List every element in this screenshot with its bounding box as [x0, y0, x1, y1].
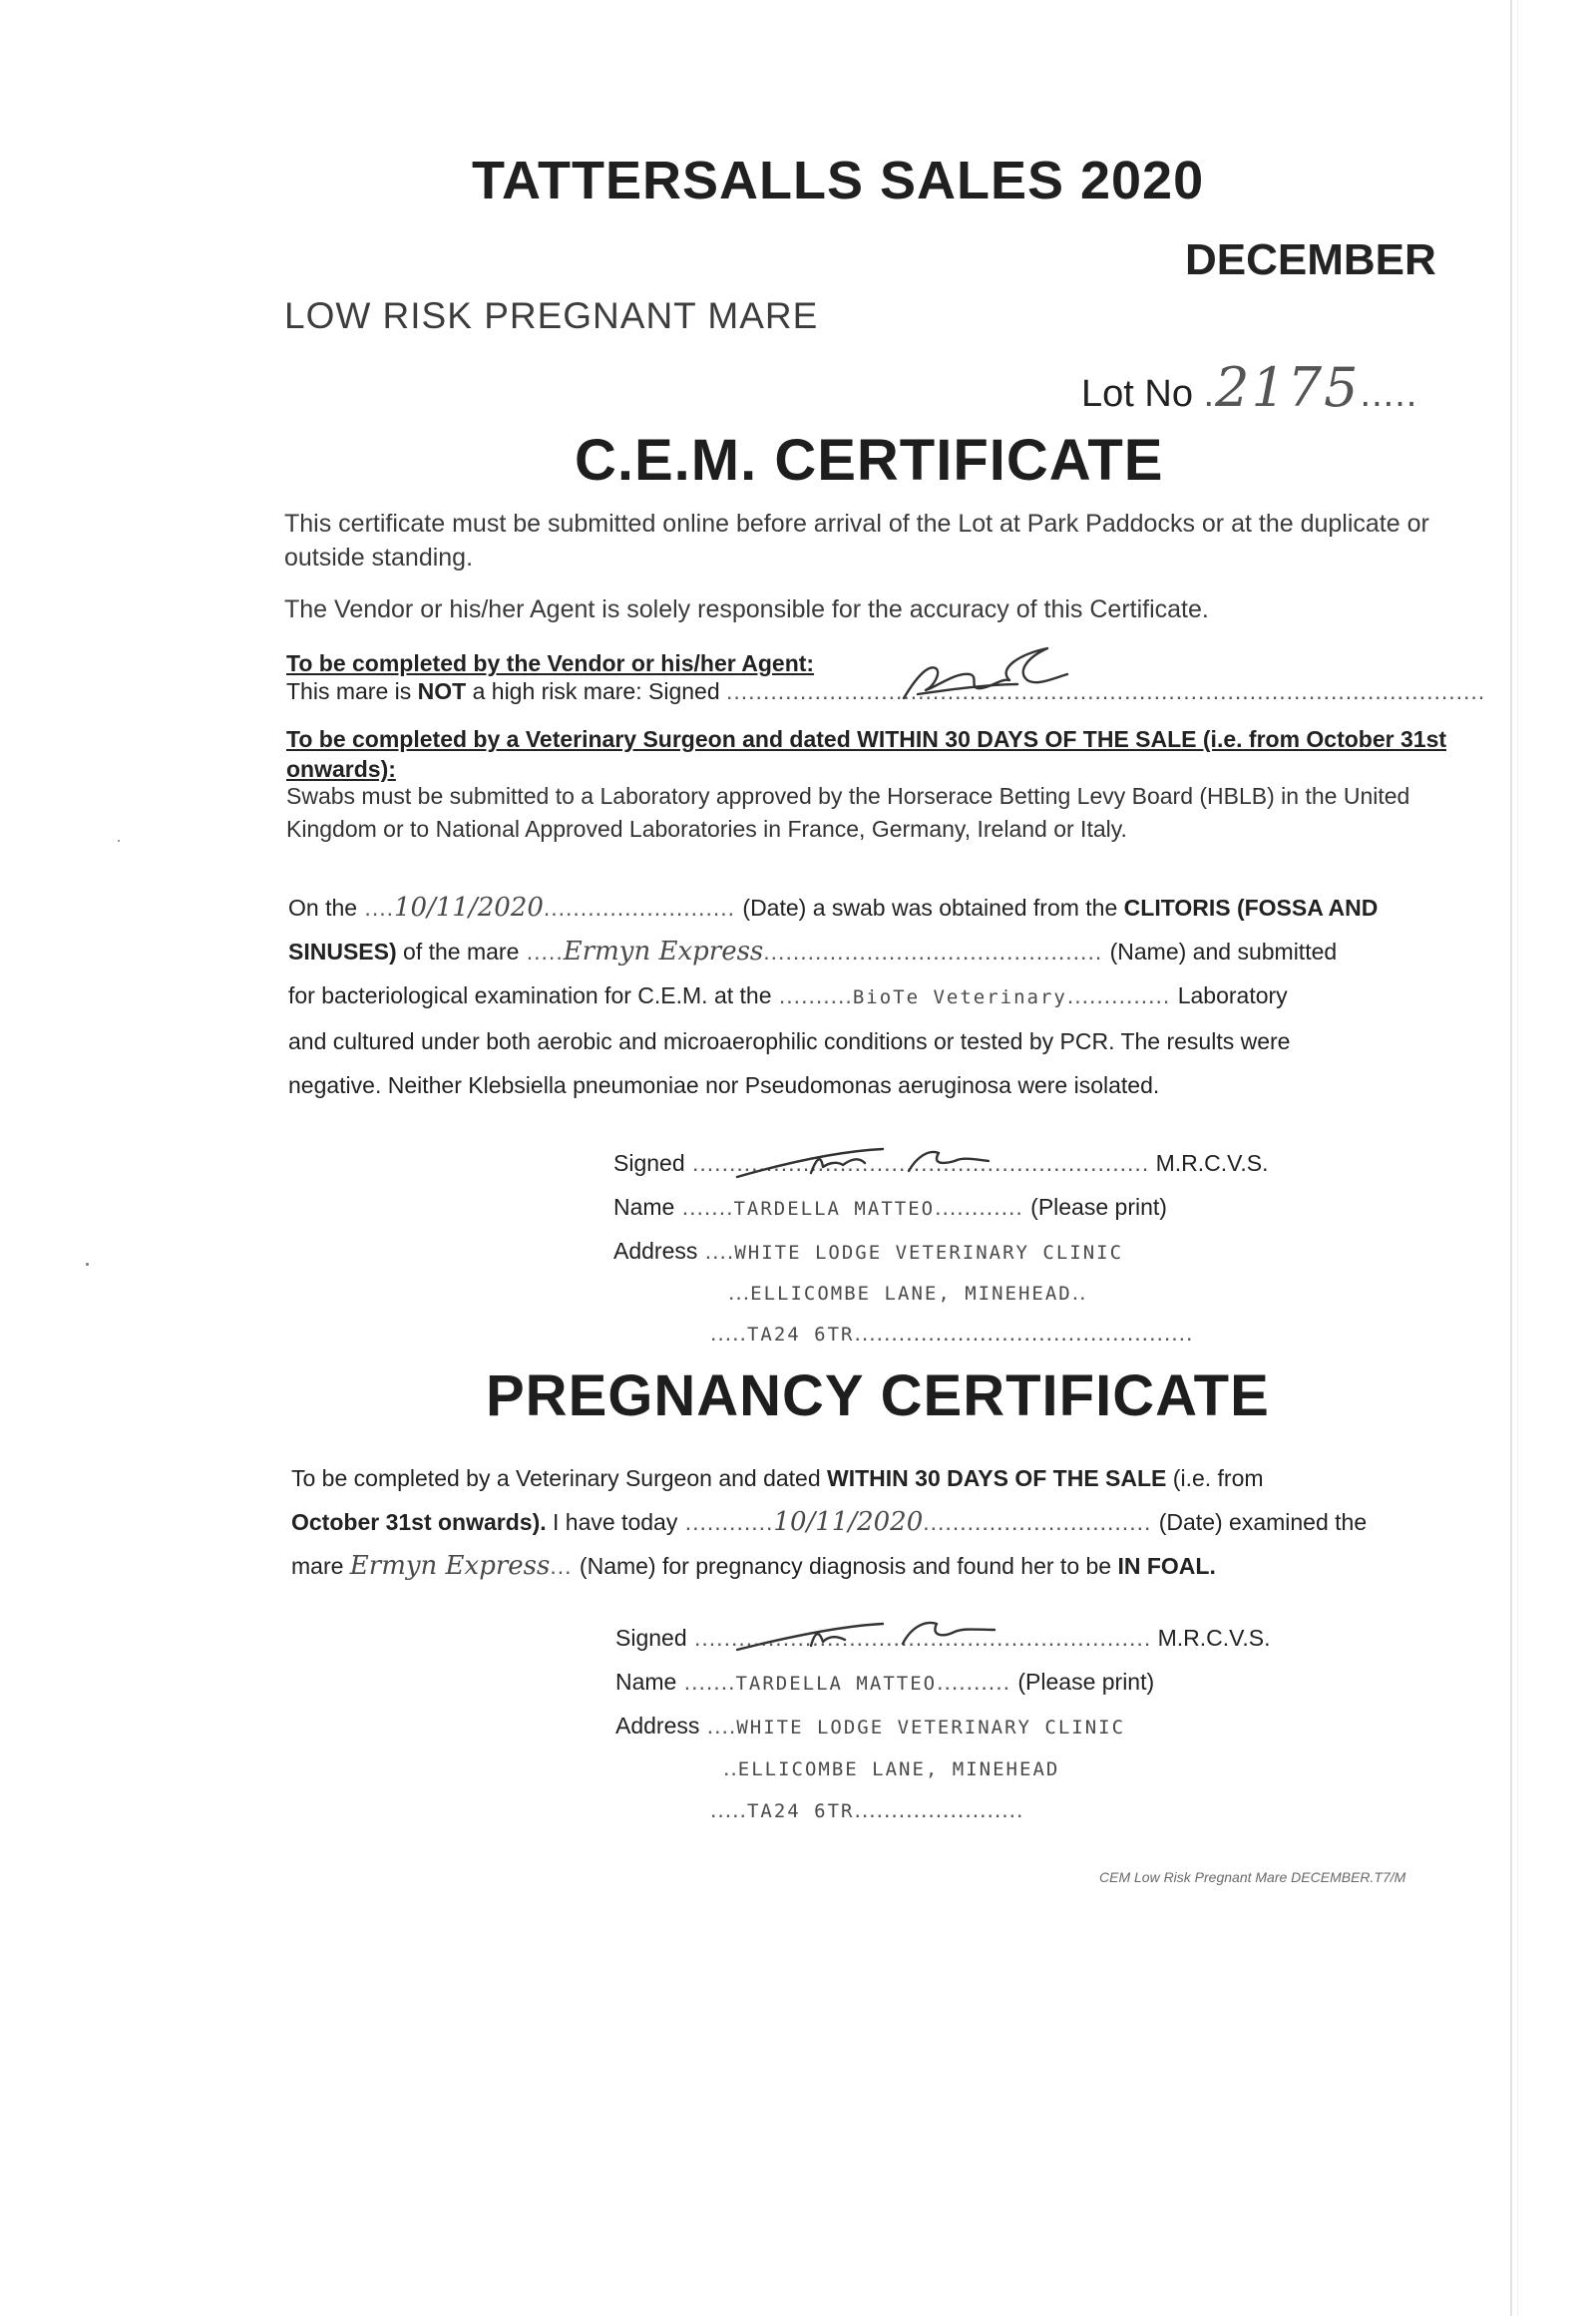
swab-lab-name: BioTe Veterinary [852, 986, 1067, 1008]
form-reference-code: CEM Low Risk Pregnant Mare DECEMBER.T7/M [1099, 1869, 1406, 1885]
swab-mare-line: SINUSES) of the mare .....Ermyn Express.............................................. (Name) and submitted [288, 937, 1338, 966]
lot-label: Lot No [1081, 373, 1193, 415]
pregnancy-vet-address-line-3: .....TA24 6TR....................... [710, 1796, 1024, 1822]
cem-vet-name-line: Name .......TARDELLA MATTEO............ (Please print) [613, 1194, 1167, 1220]
lot-number-value: 2175 [1215, 356, 1361, 419]
cem-address-line-1: WHITE LODGE VETERINARY CLINIC [734, 1242, 1124, 1264]
swab-mare-name: Ermyn Express [563, 937, 764, 966]
pregnancy-line-3: mare Ermyn Express... (Name) for pregnancy diagnosis and found her to be IN FOAL. [291, 1551, 1216, 1581]
certificate-type: LOW RISK PREGNANT MARE [284, 295, 819, 336]
vendor-signature [898, 638, 1097, 708]
cem-address-line-3: TA24 6TR [746, 1324, 855, 1346]
vendor-declaration: This mare is NOT a high risk mare: Signed ....................................................................................................... [286, 678, 1486, 704]
pregnancy-line-2: October 31st onwards). I have today ............10/11/2020............................... (Date) examined the [291, 1507, 1368, 1537]
pregnancy-vet-address-line-2: ..ELLICOMBE LANE, MINEHEAD [723, 1754, 1060, 1780]
pregnancy-vet-name-line: Name .......TARDELLA MATTEO.......... (Please print) [615, 1669, 1155, 1695]
responsibility-text: The Vendor or his/her Agent is solely responsible for the accuracy of this Certificate. [284, 595, 1209, 623]
lot-number-field: Lot No .2175..... [1081, 356, 1418, 419]
swab-laboratory-note: Swabs must be submitted to a Laboratory approved by the Horserace Betting Levy Board (HBLB) in the United Kingdom or to National Approved Laboratories in France, Germany, Ireland or Italy. [286, 783, 1410, 842]
pregnancy-mare-name: Ermyn Express [349, 1551, 551, 1581]
swab-date-line: On the ....10/11/2020.......................... (Date) a swab was obtained from the CLITORIS (FOSSA AND [288, 893, 1379, 923]
scan-speck [86, 1263, 89, 1266]
cem-vet-name: TARDELLA MATTEO [733, 1198, 936, 1220]
cem-vet-signature [733, 1143, 1012, 1183]
cem-vet-address-line-2: ...ELLICOMBE LANE, MINEHEAD.. [728, 1279, 1087, 1305]
pregnancy-vet-signature-line: Signed .............................................................. M.R.C.V.S. [615, 1625, 1271, 1651]
cem-address-line-2: ELLICOMBE LANE, MINEHEAD [750, 1283, 1072, 1305]
vendor-section-heading: To be completed by the Vendor or his/her Agent: [286, 650, 815, 676]
cem-intro-text: This certificate must be submitted online before arrival of the Lot at Park Paddocks or at the duplicate or outside standing. [284, 510, 1429, 572]
cem-certificate-title: C.E.M. CERTIFICATE [575, 428, 1164, 493]
pregnancy-vet-address-line-1: Address ....WHITE LODGE VETERINARY CLINIC [615, 1713, 1126, 1738]
document-title: TATTERSALLS SALES 2020 [472, 151, 1205, 210]
cem-vet-address-line-1: Address ....WHITE LODGE VETERINARY CLINIC [613, 1238, 1124, 1264]
page-edge [1510, 0, 1512, 2316]
swab-cultured-line: and cultured under both aerobic and microaerophilic conditions or tested by PCR. The results were [288, 1028, 1291, 1054]
pregnancy-vet-name: TARDELLA MATTEO [735, 1673, 938, 1695]
page-edge-shadow [1517, 0, 1518, 2316]
cem-vet-signature-line: Signed .............................................................. M.R.C.V.S. [613, 1150, 1269, 1176]
vet-section-heading: To be completed by a Veterinary Surgeon and dated WITHIN 30 DAYS OF THE SALE (i.e. from October 31st onwards): [286, 726, 1447, 782]
sale-month: DECEMBER [1185, 235, 1436, 284]
pregnancy-date-value: 10/11/2020 [773, 1507, 924, 1537]
pregnancy-address-line-3: TA24 6TR [746, 1800, 855, 1822]
pregnancy-certificate-title: PREGNANCY CERTIFICATE [486, 1363, 1270, 1428]
pregnancy-vet-signature [733, 1616, 1012, 1656]
scan-speck [118, 840, 120, 842]
swab-lab-line: for bacteriological examination for C.E.M. at the ..........BioTe Veterinary.............. Laboratory [288, 982, 1288, 1008]
swab-date-value: 10/11/2020 [394, 893, 544, 923]
cem-vet-address-line-3: .....TA24 6TR.............................................. [710, 1320, 1194, 1346]
pregnancy-address-line-1: WHITE LODGE VETERINARY CLINIC [736, 1717, 1126, 1738]
swab-negative-line: negative. Neither Klebsiella pneumoniae nor Pseudomonas aeruginosa were isolated. [288, 1072, 1160, 1098]
pregnancy-address-line-2: ELLICOMBE LANE, MINEHEAD [737, 1758, 1060, 1780]
pregnancy-line-1: To be completed by a Veterinary Surgeon and dated WITHIN 30 DAYS OF THE SALE (i.e. from [291, 1465, 1264, 1491]
